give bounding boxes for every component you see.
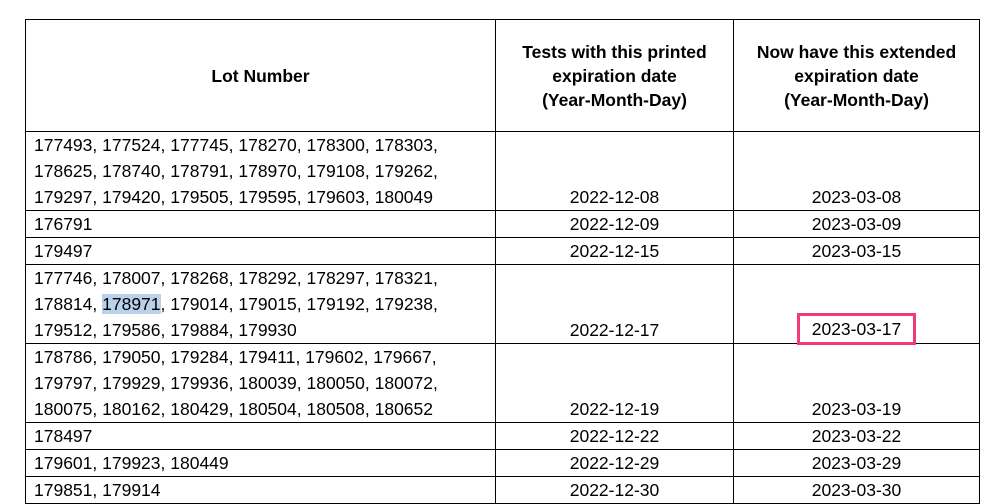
lot-line: 179601, 179923, 180449 <box>34 453 229 473</box>
printed-date-cell: 2022-12-17 <box>496 265 734 344</box>
printed-date-cell: 2022-12-30 <box>496 477 734 504</box>
header-extended-date <box>734 20 980 132</box>
extended-date-cell: 2023-03-29 <box>734 450 980 477</box>
lot-line: 179297, 179420, 179505, 179595, 179603, 180049 <box>34 187 433 207</box>
lot-line: 178497 <box>34 426 93 446</box>
lot-numbers-cell <box>26 265 496 344</box>
lot-line: 178625, 178740, 178791, 178970, 179108, 179262, <box>34 161 438 181</box>
extended-date-cell: 2023-03-22 <box>734 423 980 450</box>
header-printed-line: Tests with this printed <box>522 41 707 62</box>
extended-date-cell: 2023-03-09 <box>734 211 980 238</box>
extended-date-cell: 2023-03-19 <box>734 344 980 423</box>
lot-line: 179512, 179586, 179884, 179930 <box>34 320 297 340</box>
highlighted-lot-number[interactable]: 178971 <box>102 294 161 314</box>
lot-line: 180075, 180162, 180429, 180504, 180508, 180652 <box>34 399 433 419</box>
lot-expiration-table <box>25 19 980 504</box>
table-row <box>26 423 980 450</box>
lot-line: 177493, 177524, 177745, 178270, 178300, 178303, <box>34 135 438 155</box>
extended-date-cell <box>734 265 980 344</box>
lot-line: 176791 <box>34 214 93 234</box>
printed-date-cell: 2022-12-29 <box>496 450 734 477</box>
extended-date-cell: 2023-03-08 <box>734 132 980 211</box>
table-row <box>26 238 980 265</box>
header-printed-line: (Year-Month-Day) <box>542 89 687 110</box>
header-printed-date <box>496 20 734 132</box>
lot-line: 178786, 179050, 179284, 179411, 179602, 179667, <box>34 347 437 367</box>
lot-numbers-cell <box>26 450 496 477</box>
header-printed-line: expiration date <box>552 65 677 86</box>
printed-date-cell: 2022-12-15 <box>496 238 734 265</box>
header-extended-line: expiration date <box>794 65 919 86</box>
header-extended-line: Now have this extended <box>756 41 957 62</box>
lot-numbers-cell <box>26 132 496 211</box>
lot-line: 179851, 179914 <box>34 480 161 500</box>
printed-date-cell: 2022-12-08 <box>496 132 734 211</box>
extended-date-cell: 2023-03-15 <box>734 238 980 265</box>
table-row <box>26 477 980 504</box>
table-row <box>26 344 980 423</box>
header-row <box>26 20 980 132</box>
lot-line: 179797, 179929, 179936, 180039, 180050, 180072, <box>34 373 438 393</box>
header-lot-number: Lot Number <box>26 20 496 132</box>
lot-numbers-cell <box>26 423 496 450</box>
extended-date-cell: 2023-03-30 <box>734 477 980 504</box>
table-row <box>26 450 980 477</box>
lot-line: 177746, 178007, 178268, 178292, 178297, 178321, <box>34 268 438 288</box>
lot-line: 179497 <box>34 241 93 261</box>
lot-numbers-cell <box>26 211 496 238</box>
outlined-extended-date: 2023-03-17 <box>797 313 917 345</box>
lot-numbers-cell <box>26 238 496 265</box>
printed-date-cell: 2022-12-22 <box>496 423 734 450</box>
lot-text: , 179014, 179015, 179192, 179238, <box>160 294 438 314</box>
printed-date-cell: 2022-12-09 <box>496 211 734 238</box>
table-row <box>26 132 980 211</box>
header-extended-line: (Year-Month-Day) <box>784 89 929 110</box>
lot-line <box>34 291 487 317</box>
lot-numbers-cell <box>26 477 496 504</box>
printed-date-cell: 2022-12-19 <box>496 344 734 423</box>
lot-text: 178814, <box>34 294 103 314</box>
table-row <box>26 265 980 344</box>
table-row <box>26 211 980 238</box>
lot-numbers-cell <box>26 344 496 423</box>
